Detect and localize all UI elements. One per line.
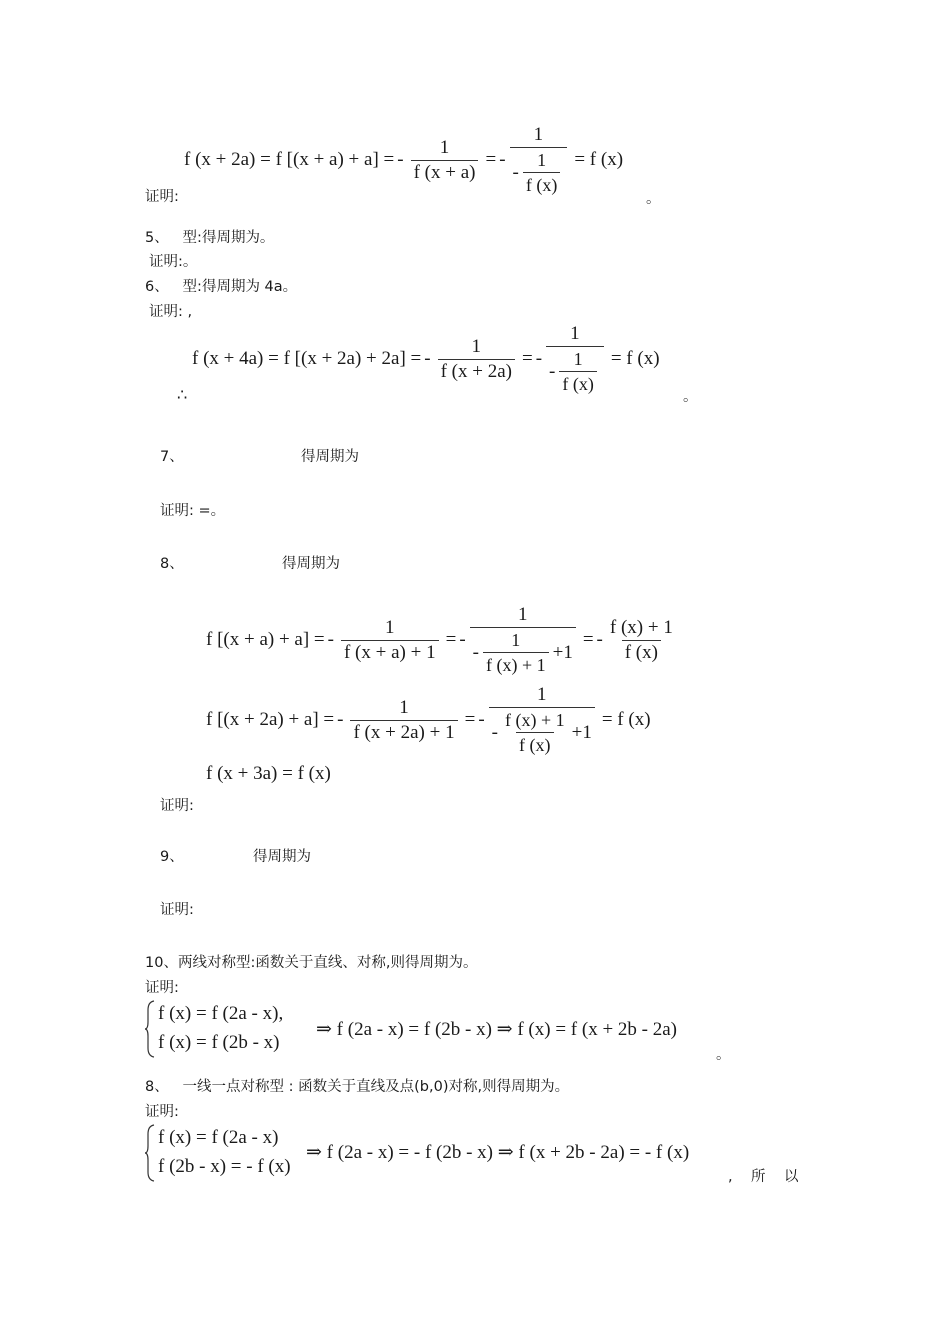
system-eq-2: f (2b - x) = - f (x) — [158, 1156, 291, 1177]
section-8b-heading: 8、 一线一点对称型 : 函数关于直线及点(b,0)对称,则得周期为。 — [145, 1079, 570, 1095]
implication-chain: ⇒ f (2a - x) = f (2b - x) ⇒ f (x) = f (x + 2b - 2a) — [316, 1019, 678, 1040]
left-brace-icon — [144, 1000, 156, 1058]
section-8-number: 8、 — [160, 556, 184, 572]
nested-fraction: 1 - $\frac{1}{f (x)}$ — [510, 124, 568, 196]
proof-label: 证明: — [145, 189, 179, 205]
end-mark: 。 — [646, 191, 661, 207]
section-6-proof: 证明: , — [149, 304, 193, 320]
system-eq-1: f (x) = f (2a - x) — [158, 1127, 279, 1148]
section-8b-proof: 证明: — [145, 1104, 179, 1120]
end-mark: 。 — [683, 389, 698, 405]
fraction: $\frac{1}{f (x + a)}$ — [411, 137, 479, 184]
equation-8-line-3: f (x + 3a) = f (x) — [206, 763, 331, 784]
end-mark: 。 — [716, 1047, 731, 1063]
section-7-proof: 证明: =。 — [160, 503, 226, 519]
section-6-heading: 6、 型:得周期为 4a。 — [145, 279, 298, 295]
system-eq-2: f (x) = f (2b - x) — [158, 1032, 280, 1053]
section-8-proof: 证明: — [160, 798, 194, 814]
equation-period-4a: f (x + 4a) = f [(x + 2a) + 2a] = - $\frac{1}{f (x + 2a)}$ = - 1 - $\frac{1}{f (x)}$ = f (x) — [192, 323, 660, 394]
section-7-number: 7、 — [160, 449, 184, 465]
equation-8-line-1: f [(x + a) + a] = - $\frac{1}{f (x + a) + 1}$ = - 1 - $\frac{1}{f (x) + 1}$ +1 = - $\frac{f (x) + 1}{f (x)}$ — [206, 604, 673, 675]
trailing-text: , 所 以 — [728, 1169, 799, 1185]
section-7-heading: 得周期为 — [301, 449, 359, 465]
system-eq-1: f (x) = f (2a - x), — [158, 1003, 284, 1024]
left-brace-icon — [144, 1124, 156, 1182]
equation-period-2a: f (x + 2a) = f [(x + a) + a] = - $\frac{1}{f (x + a)}$ = - 1 - $\frac{1}{f (x)}$ = f (x) — [184, 124, 624, 195]
section-5-proof: 证明:。 — [149, 254, 198, 270]
equation-8-line-2: f [(x + 2a) + a] = - $\frac{1}{f (x + 2a) + 1}$ = - 1 - $\frac{f (x) + 1}{f (x)}$ +1 = f (x) — [206, 684, 651, 755]
section-9-heading: 得周期为 — [253, 849, 311, 865]
section-9-proof: 证明: — [160, 902, 194, 918]
section-10-proof: 证明: — [145, 980, 179, 996]
section-8-heading: 得周期为 — [282, 556, 340, 572]
implication-chain: ⇒ f (2a - x) = - f (2b - x) ⇒ f (x + 2b - 2a) = - f (x) — [306, 1142, 690, 1163]
section-5-heading: 5、 型:得周期为。 — [145, 230, 275, 246]
therefore-symbol: ∴ — [177, 385, 188, 404]
section-10-heading: 10、两线对称型:函数关于直线、对称,则得周期为。 — [145, 955, 478, 971]
section-9-number: 9、 — [160, 849, 184, 865]
